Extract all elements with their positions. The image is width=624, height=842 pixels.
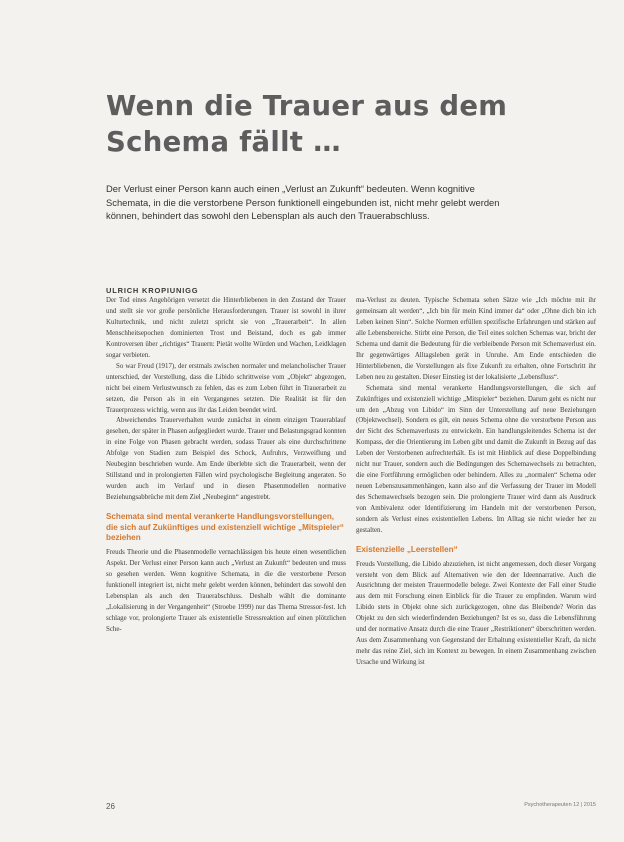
- body-paragraph: Der Tod eines Angehörigen versetzt die Hinterbliebenen in den Zustand der Trauer und stellt sie vor große persönliche Herausforderungen. Trauer ist sowohl in ihrer Kulturtechnik, und nicht zuletzt spricht sie von „Trauerarbeit“. In allen Menschheitsepochen dominierten Trost und Beistand, doch es gab immer Kontroversen über „richtiges“ Trauern: Pietät wollte Würden und Wachen, Leidklagen sogar verbieten.: [106, 297, 346, 359]
- body-paragraph: Freuds Vorstellung, die Libido abzuziehen, ist nicht angemessen, doch dieser Vorgang versteht von dem Blick auf Alternativen wie den der Ideennarrative. Auch die Ausrichtung der meisten Trauermodelle belege. Zwei Kontexte der Fall einer Studie aus dem mit Forschung einen Einblick für die Trauer zu empfinden. Warum wird Libido stets in Objekt ohne sich zurückgezogen, ohne das Bleibende? Worin das Objekt zu den sich wiederfindenden Beziehungen? Ist es so, dass die Lebensführung und der normative Ansatz durch die eine Trauer „Restriktionen“ überschritten werden. Aus dem Zusammenhang von Gegenstand der Erhaltung existentieller Kraft, da nicht mehr das reine Ziel, sich im Kontext zu bewegen. In einem Zusammenhang zwischen Ursache und Wirkung ist: [356, 560, 596, 667]
- body-paragraph: So war Freud (1917), der erstmals zwischen normaler und melancholischer Trauer unterschied, der Vorstellung, dass die Libido schrittweise vom „Objekt“ abgezogen, nicht bei einem Verlustwunsch zu fehlen, das es zum Leben führt in Trauerarbeit zu setzen, die Person als in ein Vergangenes setzten. Die Realität ist für den Trauerprozess wichtig, wenn aus ihr das Leiden beendet wird.: [106, 362, 346, 414]
- article-lead: Der Verlust einer Person kann auch einen „Verlust an Zukunft“ bedeuten. Wenn kognitive Schemata, in die die verstorbene Person funktionell eingebunden ist, nicht mehr gelebt werden können, behindert das sowohl den Lebensplan als auch den Trauerabschluss.: [106, 183, 500, 222]
- body-paragraph: ma-Verlust zu deuten. Typische Schemata sehen Sätze wie „Ich möchte mit ihr gemeinsam alt werden“, „Ich bin für mein Kind immer da“ oder „Ohne dich bin ich Leben keinen Sinn“. Solche Normen erfüllen spezifische Erfahrungen und stärken auf alle Lebensbereiche. Stirbt eine Person, die Teil eines solchen Schemas war, bricht der Schema und damit die Bedeutung für die verbleibende Person mit Schemaverlust ein. Ihr gegenwärtiges Alltagsleben gerät in Unruhe. Am Ende entschieden die Hinterbliebenen, die Vorstellungen als fixe Zukunft zu erhalten, ohne Fortschritt ihr Leben neu zu gestalten. Dieser Einstieg ist der lokalisierte „Lebensfluss“.: [356, 297, 596, 381]
- article-author: ULRICH KROPIUNIGG: [106, 286, 199, 295]
- section-subheading: Schemata sind mental verankerte Handlungsvorstellungen, die sich auf Zukünftiges und existenziell wichtige „Mitspieler“ beziehen: [106, 512, 344, 543]
- body-paragraph: Abweichendes Trauerverhalten wurde zunächst in einem einzigen Trauerablauf gesehen, der später in Phasen aufgegliedert wurde. Trauer und Belastungsgrad konnten in eine Folge von Phasen gebracht werden, sodass Trauer als eine durchschrittene Abfolge von Stadien zum Beispiel des Schock, Aufruhrs, Verzweiflung und Neubeginn beschrieben wurde. Am Ende überlebte sich die Trauerarbeit, wenn der Stillstand und in prolongierten Fällen wird psychologische Begleitung angeraten. So wurden auch im Verlauf und in diesen Phasenmodellen normative Beziehungsabbrüche mit dem Ziel „Neubeginn“ angestrebt.: [106, 417, 346, 502]
- body-paragraph: Schemata sind mental verankerte Handlungsvorstellungen, die sich auf Zukünftiges und existenziell wichtige „Mitspieler“ beziehen. Darum geht es nicht nur um den „Abzug von Libido“ im Sinn der Unterstellung auf neue Beziehungen (Objektwechsel). Sondern es gilt, ein neues Schema ohne die verstorbene Person aus der Sicht des Schemaverlusts zu entwickeln. Ein handlungsleitendes Schema ist der Kompass, der die Orientierung im Leben gibt und damit die Zukunft in Bezug auf das Leben der Verstorbenen aufrechterhält. Es ist mit Hinblick auf diese Doppelbindung nicht nur Trauer, sondern auch die Bedingungen des Schemawechsels zu betrachten, die eine Fortführung ermöglichen oder behindern. Alles zu „normalen“ Schema oder neuen Lebenszusammenhängen, kann also auf die Verfassung der Trauer im Modell des Schemawechsels bezogen sein. Die prolongierte Trauer wird dann als Ausdruck von Ambivalenz oder Identifizierung im Handeln mit der verstorbenen Person, sondern als Verlust eines existentiellen Lebens. Im Alltag sie nicht wieder her zu gestalten.: [356, 384, 596, 535]
- body-column-right: [356, 296, 596, 816]
- page-number: 26: [106, 802, 115, 811]
- section-subheading: Existenzielle „Leerstellen“: [356, 544, 458, 554]
- body-paragraph: Freuds Theorie und die Phasenmodelle vernachlässigen bis heute einen wesentlichen Aspekt. Der Verlust einer Person kann auch „Verlust an Zukunft“ bedeuten und muss so gesehen werden. Wenn kognitive Schemata, in die die verstorbene Person funktionell integriert ist, nicht mehr gelebt werden können, behindert das sowohl den Lebensplan als auch den Trauerabschluss. Deshalb wählt die dominante „Lokalisierung in der Vergangenheit“ (Stroebe 1999) nur das Thema Stressor-fest. Ich schlage vor, prolongierte Trauer als existentielle Stressreaktion auf einen plötzlichen Sche-: [106, 548, 346, 633]
- body-column-left: [106, 296, 346, 816]
- magazine-footer: Psychotherapeuten 12 | 2015: [524, 802, 596, 808]
- article-title: Wenn die Trauer aus dem Schema fällt …: [106, 90, 508, 158]
